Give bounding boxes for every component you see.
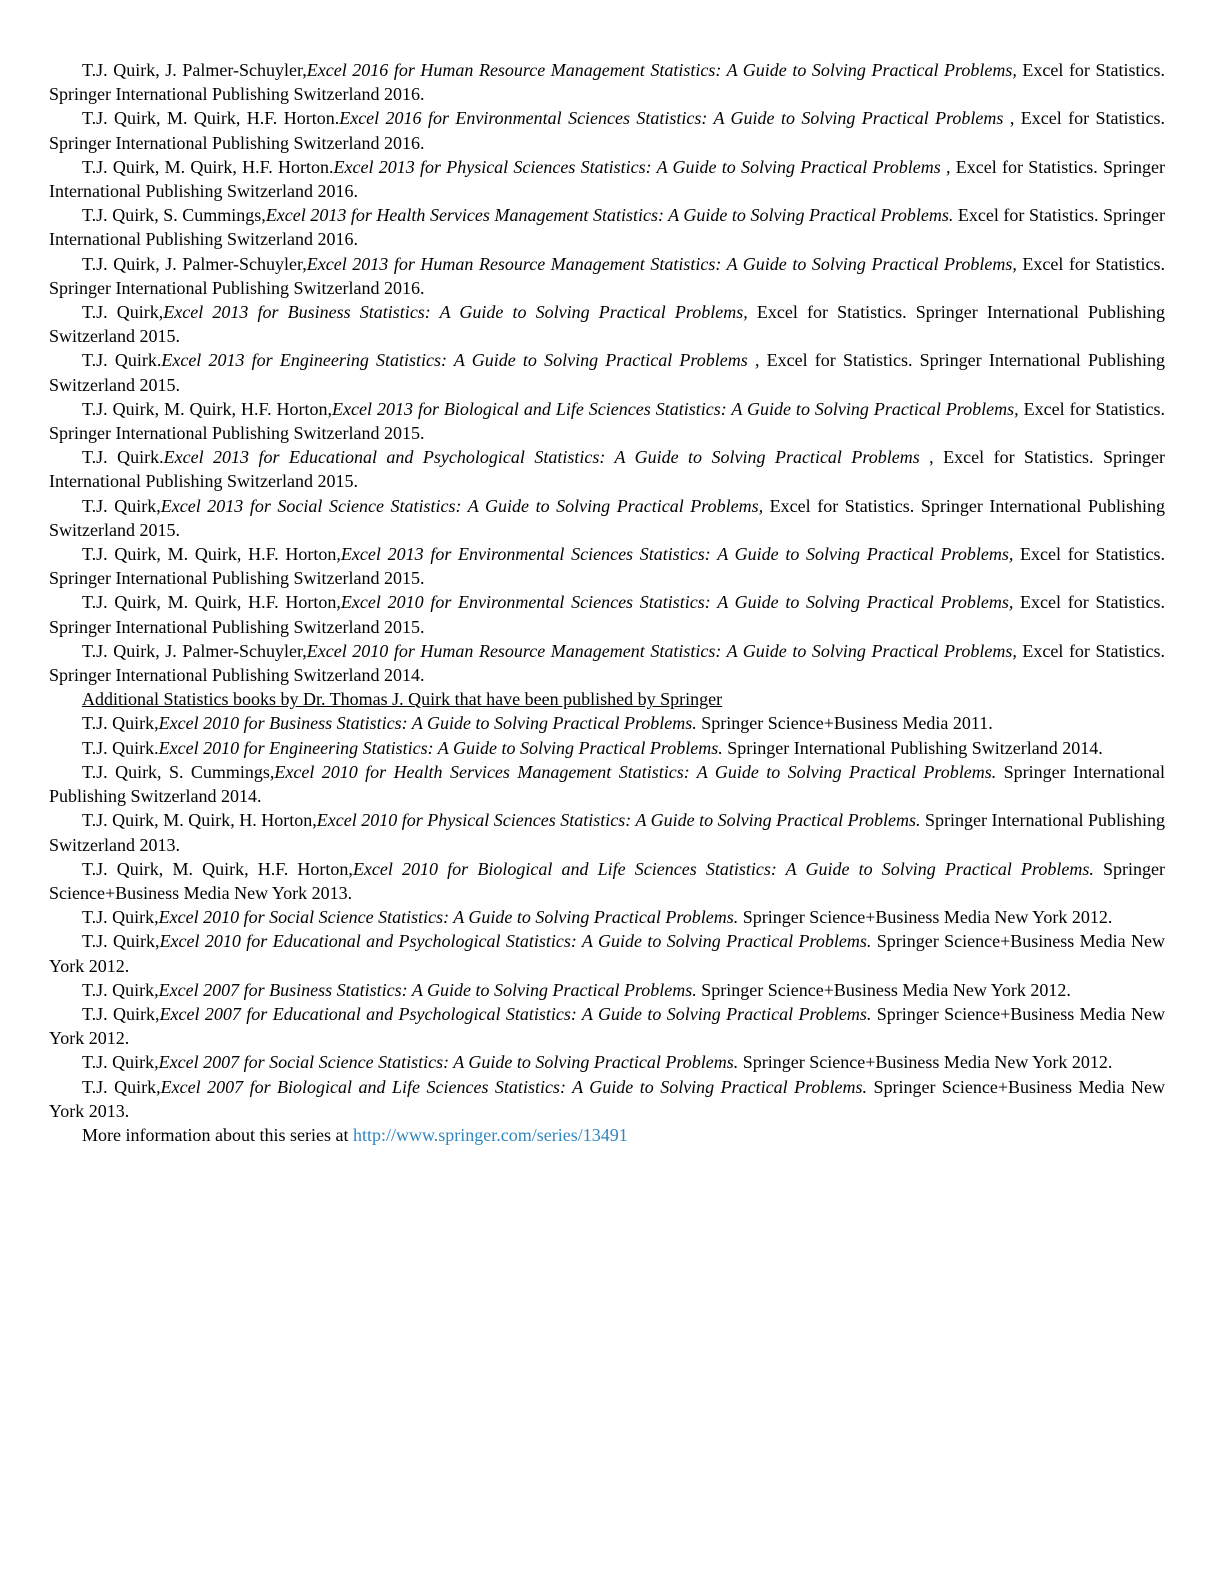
bibliography-entry bbox=[49, 203, 1165, 251]
entry-authors: T.J. Quirk, J. Palmer-Schuyler, bbox=[82, 60, 307, 80]
entry-title: Excel 2007 for Biological and Life Sciences Statistics: A Guide to Solving Practical Problems. bbox=[160, 1076, 867, 1097]
section-heading bbox=[49, 687, 1165, 711]
entry-title: Excel 2010 for Business Statistics: A Guide to Solving Practical Problems. bbox=[158, 713, 697, 734]
bibliography-entry bbox=[49, 1002, 1165, 1050]
entry-title: Excel 2007 for Social Science Statistics: A Guide to Solving Practical Problems. bbox=[158, 1052, 739, 1073]
entry-authors: T.J. Quirk, bbox=[82, 1076, 161, 1097]
more-info-line bbox=[49, 1123, 1165, 1147]
entry-title: Excel 2010 for Environmental Sciences Statistics: A Guide to Solving Practical Problems, bbox=[340, 592, 1014, 613]
entry-publisher: Springer International Publishing Switzerland 2013. bbox=[49, 810, 1166, 855]
entry-authors: T.J. Quirk, bbox=[82, 302, 164, 323]
entry-publisher: Springer Science+Business Media New York 2012. bbox=[49, 931, 1166, 976]
entry-publisher: Springer Science+Business Media New York 2012. bbox=[738, 907, 1113, 928]
entry-publisher: Excel for Statistics. Springer International Publishing Switzerland 2015. bbox=[49, 398, 1165, 444]
entry-publisher: Excel for Statistics. Springer International Publishing Switzerland 2015. bbox=[49, 495, 1165, 540]
entry-publisher: Excel for Statistics. Springer International Publishing Switzerland 2016. bbox=[49, 60, 1165, 105]
entry-title: Excel 2016 for Human Resource Management Statistics: A Guide to Solving Practical Problems, bbox=[306, 60, 1017, 80]
entry-authors: T.J. Quirk, bbox=[82, 495, 161, 516]
entry-publisher: Springer Science+Business Media New York 2012. bbox=[738, 1052, 1113, 1073]
bibliography-entry bbox=[49, 978, 1165, 1002]
entry-authors: T.J. Quirk, bbox=[82, 907, 159, 928]
entry-authors: T.J. Quirk, S. Cummings, bbox=[82, 761, 275, 782]
entry-title: Excel 2007 for Educational and Psychological Statistics: A Guide to Solving Practical Problems. bbox=[159, 1003, 872, 1024]
entry-publisher: Springer Science+Business Media New York 2013. bbox=[49, 858, 1165, 903]
entry-authors: T.J. Quirk, bbox=[82, 1003, 160, 1024]
entry-publisher: Springer Science+Business Media New York 2013. bbox=[49, 1076, 1165, 1121]
entry-authors: T.J. Quirk. bbox=[82, 447, 164, 468]
entry-title: Excel 2010 for Biological and Life Sciences Statistics: A Guide to Solving Practical Problems. bbox=[352, 858, 1094, 879]
entry-authors: T.J. Quirk, M. Quirk, H.F. Horton. bbox=[82, 108, 340, 129]
entry-title: Excel 2013 for Health Services Management Statistics: A Guide to Solving Practical Problems. bbox=[265, 205, 954, 226]
entry-authors: T.J. Quirk, M. Quirk, H. Horton, bbox=[82, 810, 317, 831]
entry-title: Excel 2013 for Environmental Sciences Statistics: A Guide to Solving Practical Problems, bbox=[340, 544, 1014, 565]
entry-authors: T.J. Quirk, M. Quirk, H.F. Horton. bbox=[82, 156, 334, 177]
bibliography-entry bbox=[49, 1050, 1165, 1074]
entry-authors: T.J. Quirk, bbox=[82, 1052, 159, 1073]
entry-title: Excel 2010 for Social Science Statistics: A Guide to Solving Practical Problems. bbox=[158, 907, 739, 928]
bibliography-entry bbox=[49, 711, 1165, 735]
entry-authors: T.J. Quirk, M. Quirk, H.F. Horton, bbox=[82, 398, 333, 419]
bibliography-entry bbox=[49, 445, 1165, 493]
bibliography-entry bbox=[49, 252, 1165, 300]
entry-publisher: Springer International Publishing Switzerland 2014. bbox=[722, 737, 1103, 758]
entry-authors: T.J. Quirk, bbox=[82, 931, 160, 952]
entry-publisher: Excel for Statistics. Springer International Publishing Switzerland 2016. bbox=[49, 205, 1165, 250]
entry-title: Excel 2010 for Human Resource Management Statistics: A Guide to Solving Practical Problems, bbox=[306, 640, 1017, 661]
entry-authors: T.J. Quirk, J. Palmer-Schuyler, bbox=[82, 253, 307, 274]
entry-authors: T.J. Quirk, bbox=[82, 979, 159, 1000]
bibliography-entry bbox=[49, 348, 1165, 396]
entry-authors: T.J. Quirk. bbox=[82, 350, 162, 371]
entry-publisher: Springer Science+Business Media New York 2012. bbox=[49, 1003, 1166, 1049]
entry-authors: T.J. Quirk, M. Quirk, H.F. Horton, bbox=[82, 544, 341, 565]
entry-title: Excel 2013 for Business Statistics: A Guide to Solving Practical Problems, bbox=[163, 302, 748, 323]
bibliography-entry bbox=[49, 760, 1165, 808]
bibliography-entry bbox=[49, 857, 1165, 905]
entry-title: Excel 2013 for Physical Sciences Statistics: A Guide to Solving Practical Problems bbox=[333, 156, 941, 177]
bibliography-list-excel-for-statistics bbox=[49, 58, 1165, 687]
bibliography-entry bbox=[49, 58, 1165, 106]
bibliography-entry bbox=[49, 542, 1165, 590]
entry-title: Excel 2016 for Environmental Sciences Statistics: A Guide to Solving Practical Problems bbox=[339, 108, 1004, 129]
entry-publisher: Excel for Statistics. Springer International Publishing Switzerland 2015. bbox=[49, 592, 1165, 637]
bibliography-entry bbox=[49, 639, 1165, 687]
bibliography-entry bbox=[49, 929, 1165, 977]
section-heading-text: Additional Statistics books by Dr. Thomas J. Quirk that have been published by Springer bbox=[82, 689, 723, 710]
entry-title: Excel 2007 for Business Statistics: A Guide to Solving Practical Problems. bbox=[158, 979, 697, 1000]
bibliography-entry bbox=[49, 590, 1165, 638]
bibliography-entry bbox=[49, 905, 1165, 929]
bibliography-entry bbox=[49, 736, 1165, 760]
entry-publisher: Excel for Statistics. Springer International Publishing Switzerland 2015. bbox=[49, 302, 1165, 347]
entry-title: Excel 2010 for Educational and Psychological Statistics: A Guide to Solving Practical Problems. bbox=[159, 931, 872, 952]
entry-title: Excel 2013 for Social Science Statistics: A Guide to Solving Practical Problems, bbox=[160, 495, 764, 516]
entry-authors: T.J. Quirk. bbox=[82, 737, 159, 758]
entry-publisher: , Excel for Statistics. Springer International Publishing Switzerland 2016. bbox=[49, 156, 1165, 202]
entry-publisher: , Excel for Statistics. Springer International Publishing Switzerland 2015. bbox=[49, 447, 1165, 492]
series-link[interactable]: http://www.springer.com/series/13491 bbox=[352, 1124, 628, 1145]
entry-publisher: Springer International Publishing Switzerland 2014. bbox=[49, 761, 1165, 807]
entry-publisher: Excel for Statistics. Springer International Publishing Switzerland 2015. bbox=[49, 544, 1165, 589]
entry-authors: T.J. Quirk, M. Quirk, H.F. Horton, bbox=[82, 858, 353, 879]
entry-authors: T.J. Quirk, bbox=[82, 713, 159, 734]
entry-publisher: Excel for Statistics. Springer International Publishing Switzerland 2014. bbox=[49, 640, 1165, 686]
entry-publisher: , Excel for Statistics. Springer International Publishing Switzerland 2016. bbox=[49, 108, 1165, 153]
entry-title: Excel 2010 for Engineering Statistics: A Guide to Solving Practical Problems. bbox=[158, 737, 723, 758]
entry-title: Excel 2013 for Biological and Life Sciences Statistics: A Guide to Solving Practical Problems, bbox=[332, 398, 1019, 419]
bibliography-entry bbox=[49, 808, 1165, 856]
bibliography-entry bbox=[49, 494, 1165, 542]
bibliography-entry bbox=[49, 397, 1165, 445]
more-info-text: More information about this series at bbox=[82, 1124, 353, 1145]
entry-title: Excel 2013 for Educational and Psychological Statistics: A Guide to Solving Practical Problems bbox=[163, 447, 920, 468]
entry-title: Excel 2013 for Human Resource Management Statistics: A Guide to Solving Practical Problems, bbox=[306, 253, 1017, 274]
entry-title: Excel 2010 for Physical Sciences Statistics: A Guide to Solving Practical Problems. bbox=[316, 810, 921, 831]
entry-authors: T.J. Quirk, J. Palmer-Schuyler, bbox=[82, 640, 307, 661]
entry-publisher: Excel for Statistics. Springer International Publishing Switzerland 2016. bbox=[49, 253, 1165, 298]
entry-title: Excel 2010 for Health Services Management Statistics: A Guide to Solving Practical Problems. bbox=[274, 761, 997, 782]
bibliography-entry bbox=[49, 300, 1165, 348]
entry-publisher: Springer Science+Business Media New York 2012. bbox=[696, 979, 1071, 1000]
bibliography-list-additional-books bbox=[49, 711, 1165, 1122]
entry-authors: T.J. Quirk, M. Quirk, H.F. Horton, bbox=[82, 592, 341, 613]
entry-publisher: , Excel for Statistics. Springer International Publishing Switzerland 2015. bbox=[49, 350, 1165, 395]
bibliography-entry bbox=[49, 106, 1165, 154]
entry-title: Excel 2013 for Engineering Statistics: A Guide to Solving Practical Problems bbox=[161, 350, 748, 371]
entry-publisher: Springer Science+Business Media 2011. bbox=[696, 713, 993, 734]
bibliography-entry bbox=[49, 155, 1165, 203]
entry-authors: T.J. Quirk, S. Cummings, bbox=[82, 205, 266, 226]
bibliography-entry bbox=[49, 1075, 1165, 1123]
